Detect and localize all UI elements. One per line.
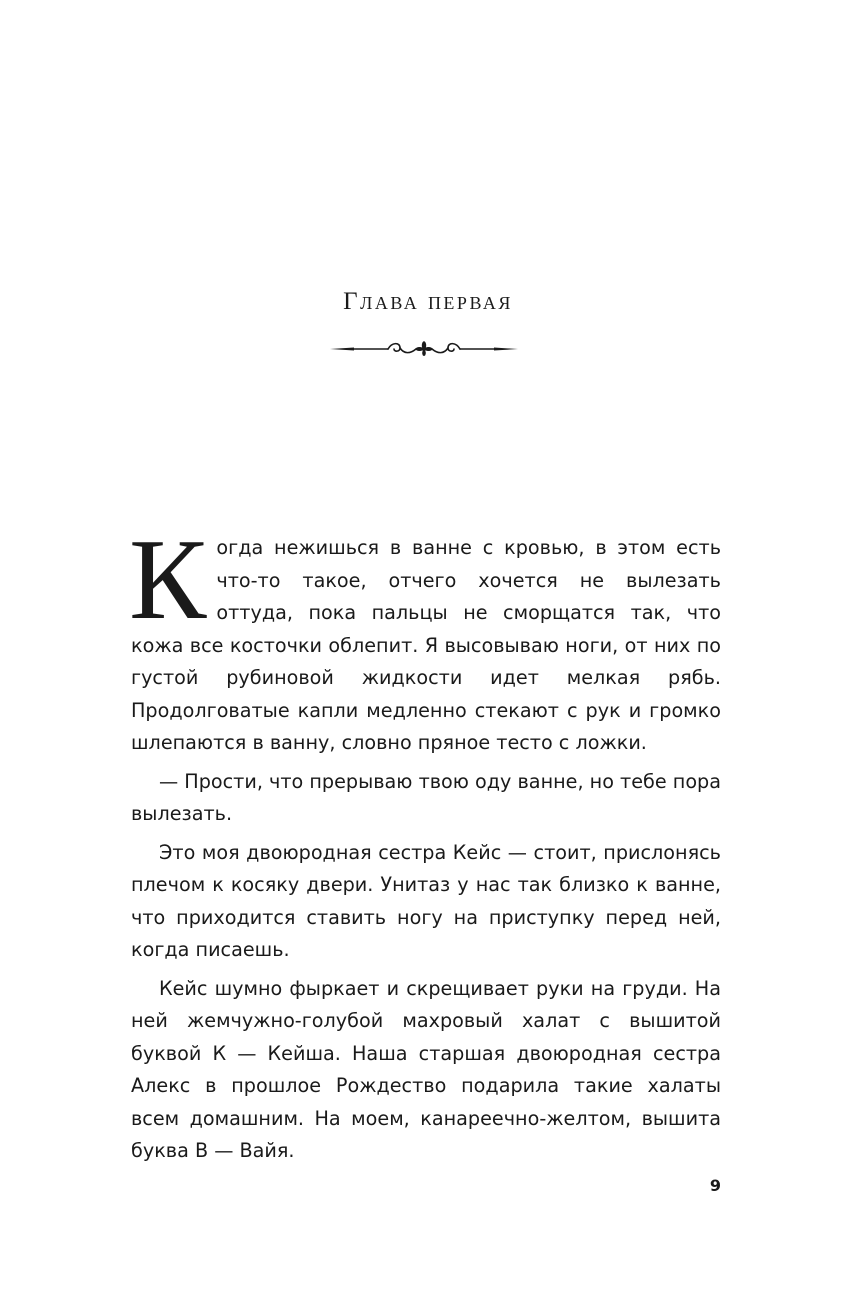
- chapter-title: Глава первая: [343, 288, 513, 315]
- chapter-text: [129, 516, 721, 1174]
- paragraph-2: — Прости, что прерываю твою оду ванне, но тебе пора вылезать.: [131, 769, 721, 825]
- paragraph-1: [129, 516, 721, 760]
- drop-cap: К: [129, 516, 207, 644]
- paragraph-4: Кейс шумно фыркает и скрещивает руки на груди. На ней жемчужно-голубой махровый халат с вышитой буквой К — Кейша. Наша старшая двоюродная сестра Алекс в прошлое Рождество подарила такие халаты всем домашним. На моем, канареечно-желтом, вышита буква В — Вайя.: [131, 976, 721, 1162]
- page-number: 9: [709, 1176, 721, 1195]
- flourish-divider-icon: [328, 336, 520, 362]
- paragraph-3: Это моя двоюродная сестра Кейс — стоит, прислонясь плечом к косяку двери. Унитаз у нас так близко к ванне, что приходится ставить ногу на приступку перед ней, когда писаешь.: [131, 840, 721, 961]
- paragraph-1-text: огда нежишься в ванне с кровью, в этом есть что-то такое, отчего хочется не вылезать оттуда, пока пальцы не сморщатся так, что кожа все косточки облепит. Я высовываю ноги, от них по густой рубиновой жидкости идет мелкая рябь. Продолговатые капли медленно стекают с рук и громко шлепаются в ванну, словно пряное тесто с ложки.: [131, 536, 721, 754]
